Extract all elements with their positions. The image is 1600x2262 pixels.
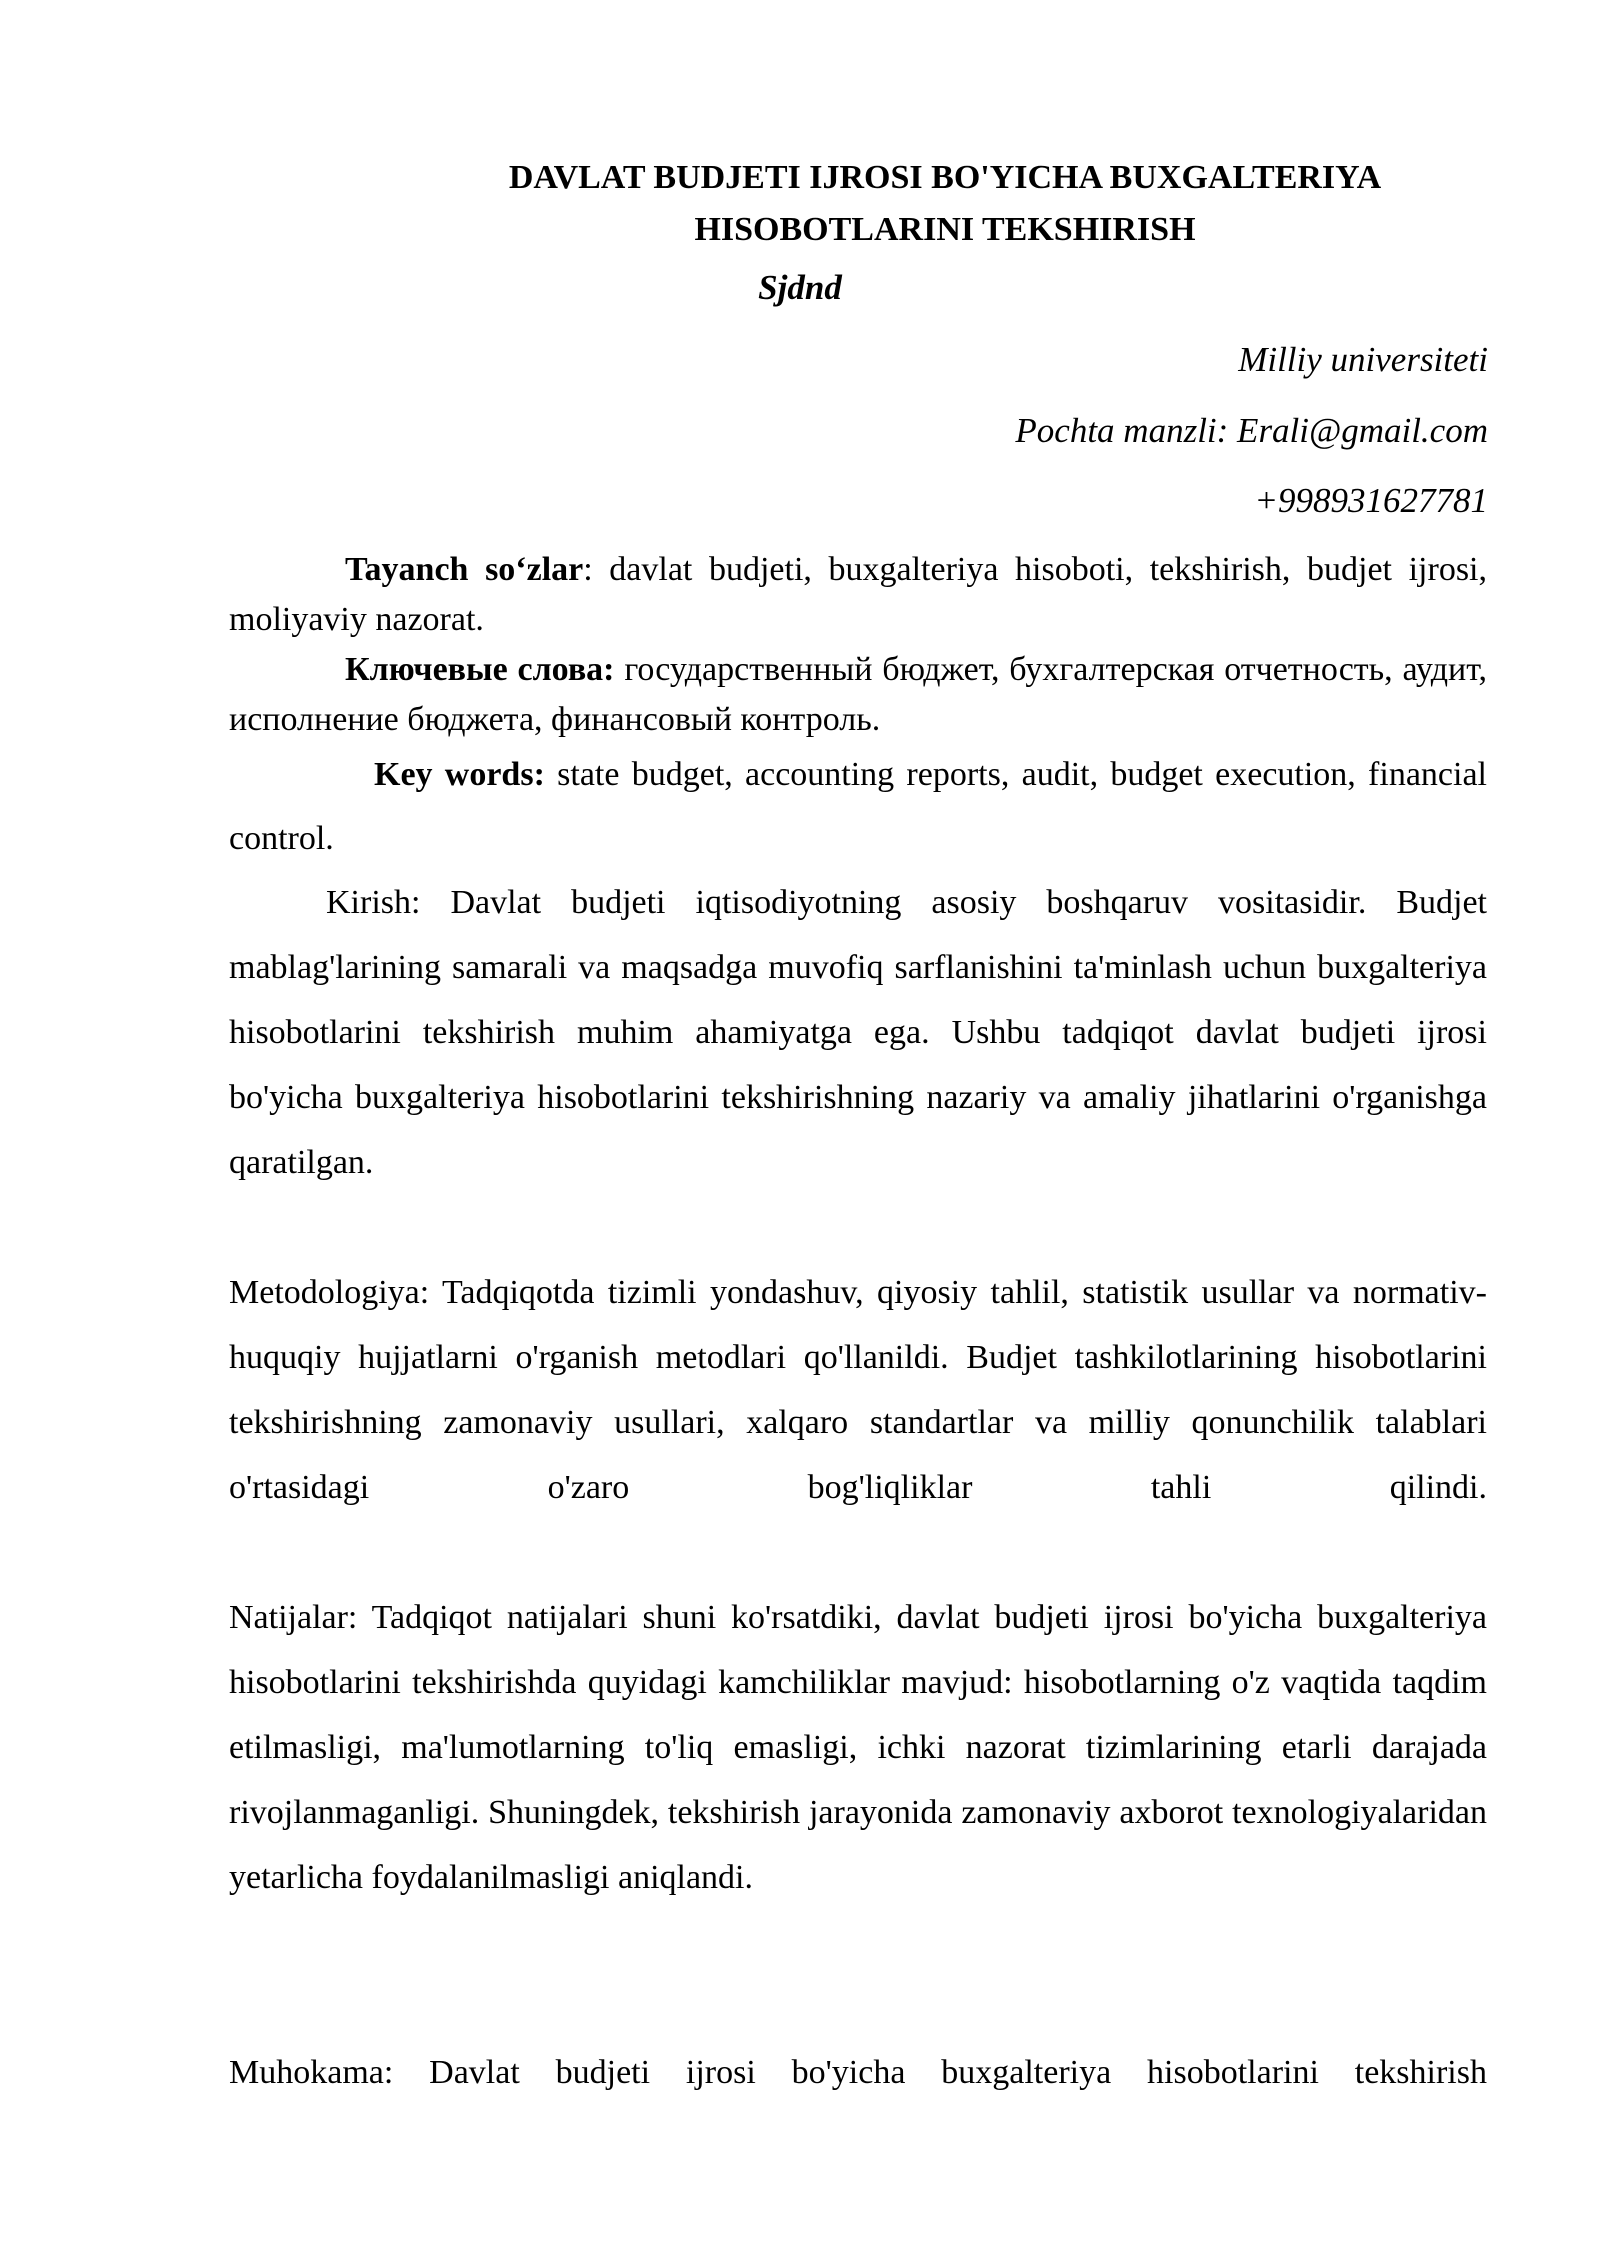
paper-title-line-2: HISOBOTLARINI TEKSHIRISH xyxy=(694,211,1196,248)
keywords-uz-text: : davlat budjeti, buxgalteriya hisoboti, tekshirish, budjet ijrosi, moliyaviy nazorat. xyxy=(229,551,1487,638)
keywords-ru xyxy=(229,645,1487,745)
paper-title-line-1: DAVLAT BUDJETI IJROSI BO'YICHA BUXGALTERIYA xyxy=(508,159,1382,196)
keywords-en-label: Key words: xyxy=(374,756,545,793)
keywords-en xyxy=(229,743,1487,871)
author-name: Sjdnd xyxy=(758,268,842,307)
keywords-ru-label: Ключевые слова: xyxy=(345,651,615,688)
paper-title xyxy=(320,152,1570,256)
section-natijalar: Natijalar: Tadqiqot natijalari shuni ko'rsatdiki, davlat budjeti ijrosi bo'yicha buxgalteriya hisobotlarini tekshirishda quyidagi kamchiliklar mavjud: hisobotlarning o'z vaqtida taqdim etilmasligi, ma'lumotlarning to'liq emasligi, ichki nazorat tizimlarining etarli darajada rivojlanmaganligi. Shuningdek, tekshirish jarayonida zamonaviy axborot texnologiyalaridan yetarlicha foydalanilmasligi aniqlandi. xyxy=(229,1599,1487,1896)
keywords-uz-label: Tayanch so‘zlar xyxy=(345,551,584,588)
keywords-en-text: state budget, accounting reports, audit, budget execution, financial control. xyxy=(229,756,1487,857)
keywords-uz xyxy=(229,545,1487,645)
affiliation-university: Milliy universiteti xyxy=(1238,340,1488,379)
keywords-ru-text: государственный бюджет, бухгалтерская отчетность, аудит, исполнение бюджета, финансовый контроль. xyxy=(229,651,1487,738)
affiliation-email: Pochta manzli: Erali@gmail.com xyxy=(1015,411,1488,450)
section-metodologiya: Metodologiya: Tadqiqotda tizimli yondashuv, qiyosiy tahlil, statistik usullar va normativ-huquqiy hujjatlarni o'rganish metodlari qo'llanildi. Budjet tashkilotlarining hisobotlarini tekshirishning zamonaviy usullari, xalqaro standartlar va milliy qonunchilik talablari o'rtasidagi o'zaro bog'liqliklar tahli qilindi. xyxy=(229,1274,1487,1506)
section-kirish: Kirish: Davlat budjeti iqtisodiyotning asosiy boshqaruv vositasidir. Budjet mablag'larining samarali va maqsadga muvofiq sarflanishini ta'minlash uchun buxgalteriya hisobotlarini tekshirish muhim ahamiyatga ega. Ushbu tadqiqot davlat budjeti ijrosi bo'yicha buxgalteriya hisobotlarini tekshirishning nazariy va amaliy jihatlarini o'rganishga qaratilgan. xyxy=(229,884,1487,1181)
affiliation-phone: +998931627781 xyxy=(1254,481,1488,520)
section-muhokama: Muhokama: Davlat budjeti ijrosi bo'yicha buxgalteriya hisobotlarini tekshirish xyxy=(229,2054,1487,2091)
